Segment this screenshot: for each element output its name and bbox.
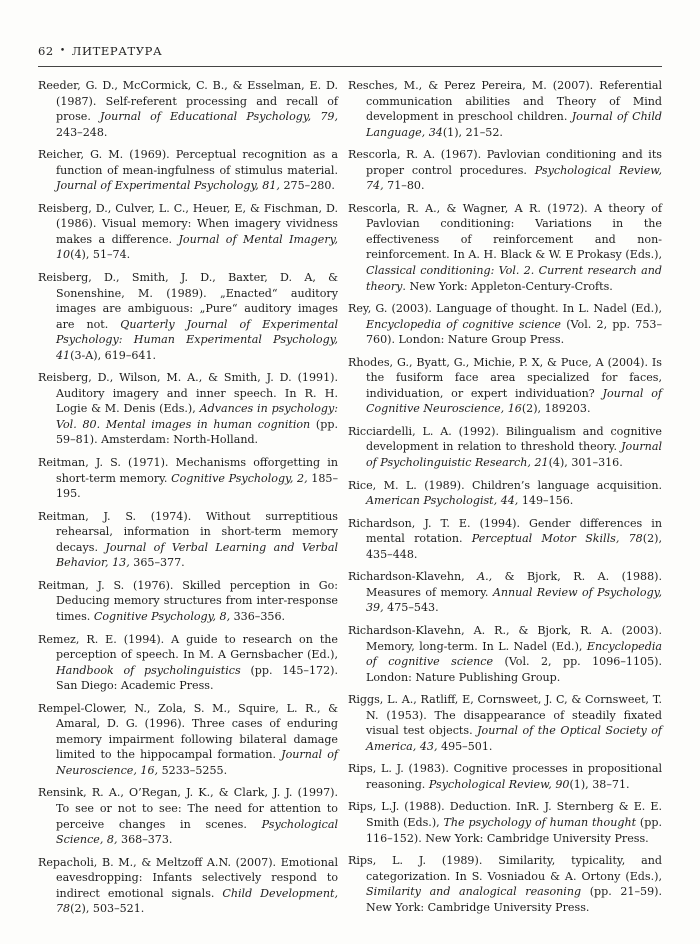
reference-source: Quarterly Journal of Experimental Psychology: Human Experimental Psychology, 41 bbox=[56, 317, 338, 362]
reference-source: Journal of Educational Psychology, 79, bbox=[100, 110, 338, 124]
reference-entry bbox=[348, 147, 662, 194]
reference-source: Psychological Review, 90 bbox=[428, 777, 570, 791]
reference-text: (1), 38–71. bbox=[569, 777, 630, 791]
reference-entry bbox=[348, 201, 662, 294]
reference-entry bbox=[38, 701, 338, 779]
reference-text: (2), 503–521. bbox=[70, 902, 145, 916]
reference-text: Rempel-Clower, N., Zola, S. M., Squire, L. R., & Amaral, D. G. (1996). Three cases of enduring memory impairment following bilateral damage limited to the hippocampal formation. bbox=[38, 701, 338, 762]
reference-text: (Vol. 2, pp. 1096–1105). London: Nature Publishing Group. bbox=[366, 655, 662, 684]
reference-text: 368–373. bbox=[117, 833, 173, 847]
reference-entry bbox=[348, 355, 662, 417]
reference-source: A., bbox=[477, 570, 493, 584]
reference-text: Rips, L.J. (1988). Deduction. InR. J. Sternberg & E. E. Smith (Eds.), bbox=[348, 800, 662, 829]
reference-text: 495–501. bbox=[437, 739, 493, 753]
reference-text: (2), 435–448. bbox=[366, 532, 662, 561]
reference-text: 185–195. bbox=[56, 471, 339, 501]
reference-source: Psychological Review, 74, bbox=[366, 163, 662, 193]
reference-source: Journal of Cognitive Neuroscience, 16 bbox=[366, 386, 662, 416]
section-title: ЛИТЕРАТУРА bbox=[71, 44, 163, 58]
reference-text: Rensink, R. A., O’Regan, J. K., & Clark, J. J. (1997). To see or not to see: The need for attention to perceive changes in scenes. bbox=[38, 786, 338, 831]
reference-text: (2), 189203. bbox=[521, 402, 591, 416]
reference-entry bbox=[38, 147, 338, 194]
reference-text: & Bjork, R. A. (1988). Measures of memory. bbox=[366, 570, 662, 599]
reference-text: Rips, L. J. (1989). Similarity, typicality, and categorization. In S. Vosniadou & A. Ortony (Eds.), bbox=[348, 854, 662, 883]
reference-text: 5233–5255. bbox=[158, 763, 228, 777]
reference-entry bbox=[348, 301, 662, 348]
reference-text: Ricciardelli, L. A. (1992). Bilingualism and cognitive development in relation to threshold theory. bbox=[348, 424, 662, 454]
reference-source: American Psychologist, 44, bbox=[366, 494, 519, 508]
reference-source: Journal of Mental Imagery, 10 bbox=[56, 232, 338, 262]
reference-entry bbox=[38, 632, 338, 694]
reference-entry bbox=[38, 370, 338, 448]
reference-text: (3-A), 619–641. bbox=[70, 348, 157, 362]
reference-text: Reisberg, D., Culver, L. C., Heuer, E, & Fischman, D. (1986). Visual memory: When imagery vividness makes a difference. bbox=[38, 201, 338, 246]
reference-column-right bbox=[348, 78, 662, 922]
reference-text: Reeder, G. D., McCormick, C. B., & Esselman, E. D. (1987). Self-referent processing and recall of prose. bbox=[38, 79, 338, 124]
reference-entry bbox=[38, 855, 338, 917]
reference-text: Richardson, J. T. E. (1994). Gender differences in mental rotation. bbox=[348, 516, 662, 546]
reference-entry bbox=[348, 799, 662, 846]
reference-entry bbox=[348, 853, 662, 915]
running-head bbox=[38, 44, 162, 58]
reference-entry bbox=[38, 270, 338, 363]
reference-text: Rice, M. L. (1989). Children’s language acquisition. bbox=[348, 478, 662, 492]
header-separator: • bbox=[59, 46, 66, 56]
reference-text: (Vol. 2, pp. 753–760). London: Nature Group Press. bbox=[366, 317, 662, 347]
reference-source: Similarity and analogical reasoning bbox=[366, 885, 582, 899]
reference-entry bbox=[348, 692, 662, 754]
reference-text: 365–377. bbox=[129, 556, 185, 570]
reference-source: Cognitive Psychology, 8, bbox=[93, 609, 231, 623]
reference-entry bbox=[38, 78, 338, 140]
reference-text: Richardson-Klavehn, bbox=[348, 570, 478, 584]
reference-text: Reicher, G. M. (1969). Perceptual recognition as a function of mean-ingfulness of stimulus material. bbox=[38, 148, 338, 177]
reference-text: (pp. 59–81). Amsterdam: North-Holland. bbox=[56, 417, 338, 447]
reference-entry bbox=[348, 569, 662, 616]
reference-text: (pp. 145–172). San Diego: Academic Press. bbox=[56, 663, 338, 693]
reference-text: Reitman, J. S. (1976). Skilled perception in Go: Deducing memory structures from inter-response times. bbox=[38, 578, 338, 623]
page-number: 62 bbox=[38, 44, 54, 58]
reference-text: Rescorla, R. A., & Wagner, A R. (1972). A theory of Pavlovian conditioning: Variations in the effectiveness of reinforcement and non-reinforcement. In A. H. Black & W. E Prokasy (Eds.), bbox=[348, 201, 662, 262]
reference-text: 275–280. bbox=[279, 179, 335, 193]
reference-source: Handbook of psycholinguistics bbox=[56, 663, 241, 677]
reference-source: Psychological Science, 8, bbox=[56, 817, 338, 847]
reference-text: Rey, G. (2003). Language of thought. In L. Nadel (Ed.), bbox=[348, 302, 662, 316]
reference-source: Journal of the Optical Society of America, 43, bbox=[366, 724, 662, 753]
reference-source: Journal of Psycholinguistic Research, 21 bbox=[366, 440, 662, 470]
reference-source: Child Development, 78 bbox=[56, 886, 338, 916]
reference-text: (pp. 21–59). New York: Cambridge University Press. bbox=[366, 885, 662, 914]
reference-text: 243–248. bbox=[56, 125, 108, 139]
reference-text: Reisberg, D., Smith, J. D., Baxter, D. A, & Sonenshine, M. (1989). „Enacted“ auditory images are ambiguous: „Pure“ auditory images are not. bbox=[38, 271, 338, 331]
reference-text: Riggs, L. A., Ratliff, E, Cornsweet, J. C, & Cornsweet, T. N. (1953). The disappearance of steadily fixated visual test objects. bbox=[348, 693, 662, 738]
reference-entry bbox=[38, 455, 338, 502]
reference-entry bbox=[348, 78, 662, 140]
reference-entry bbox=[38, 578, 338, 625]
reference-entry bbox=[348, 623, 662, 685]
reference-source: Journal of Child Language, 34 bbox=[366, 110, 662, 139]
reference-entry bbox=[38, 785, 338, 847]
reference-text: (4), 51–74. bbox=[70, 248, 131, 262]
reference-text: Reisberg, D., Wilson, M. A., & Smith, J. D. (1991). Auditory imagery and inner speech. In R. H. Logie & M. Denis (Eds.), bbox=[38, 371, 338, 416]
reference-source: Journal of Experimental Psychology, 81, bbox=[56, 179, 280, 193]
reference-text: (1), 21–52. bbox=[442, 125, 503, 139]
reference-text: (4), 301–316. bbox=[548, 456, 623, 470]
reference-source: The psychology of human thought bbox=[443, 815, 637, 829]
reference-source: Classical conditioning: Vol. 2. Current research and theory bbox=[366, 264, 662, 293]
reference-text: 336–356. bbox=[230, 609, 286, 623]
reference-text: . New York: Appleton-Century-Crofts. bbox=[402, 279, 613, 293]
reference-text: Resches, M., & Perez Pereira, M. (2007). Referential communication abilities and Theory of Mind development in preschool children. bbox=[348, 79, 662, 124]
reference-source: Journal of Verbal Learning and Verbal Behavior, 13, bbox=[56, 540, 338, 570]
reference-text: 149–156. bbox=[518, 494, 574, 508]
reference-source: Encyclopedia of cognitive science bbox=[366, 317, 562, 331]
reference-column-left bbox=[38, 78, 338, 924]
reference-text: Richardson-Klavehn, A. R., & Bjork, R. A. (2003). Memory, long-term. In L. Nadel (Ed.), bbox=[348, 623, 662, 653]
reference-entry bbox=[348, 424, 662, 471]
reference-entry bbox=[348, 478, 662, 509]
reference-entry bbox=[38, 509, 338, 571]
reference-text: Rips, L. J. (1983). Cognitive processes in propositional reasoning. bbox=[348, 762, 662, 791]
reference-text: Remez, R. E. (1994). A guide to research on the perception of speech. In M. A Gernsbacher (Ed.), bbox=[38, 632, 338, 662]
reference-source: Perceptual Motor Skills, 78 bbox=[471, 532, 643, 546]
reference-text: Rhodes, G., Byatt, G., Michie, P. X, & Puce, A (2004). Is the fusiform face area specialized for faces, individuation, or expert individuation? bbox=[348, 355, 662, 400]
reference-source: Annual Review of Psychology, 39, bbox=[366, 585, 662, 615]
reference-entry bbox=[38, 201, 338, 263]
reference-text: Rescorla, R. A. (1967). Pavlovian conditioning and its proper control procedures. bbox=[348, 148, 662, 177]
header-rule bbox=[38, 66, 662, 67]
reference-text: 475–543. bbox=[383, 601, 439, 615]
reference-text: 71–80. bbox=[383, 179, 425, 193]
reference-text: Reitman, J. S. (1974). Without surreptitious rehearsal, information in short-term memory decays. bbox=[38, 509, 338, 554]
reference-source: Cognitive Psychology, 2, bbox=[171, 471, 308, 485]
reference-source: Advances in psychology: Vol. 80. Mental images in human cognition bbox=[56, 402, 338, 431]
reference-entry bbox=[348, 761, 662, 792]
reference-text: Reitman, J. S. (1971). Mechanisms offorgetting in short-term memory. bbox=[38, 456, 338, 485]
reference-source: Journal of Neuroscience, 16, bbox=[56, 748, 338, 777]
reference-text: Repacholi, B. M., & Meltzoff A.N. (2007). Emotional eavesdropping: Infants selectively respond to indirect emotional signals. bbox=[38, 855, 338, 900]
reference-source: Encyclopedia of cognitive science bbox=[366, 639, 662, 669]
reference-text: (pp. 116–152). New York: Cambridge University Press. bbox=[366, 815, 662, 845]
reference-entry bbox=[348, 516, 662, 563]
